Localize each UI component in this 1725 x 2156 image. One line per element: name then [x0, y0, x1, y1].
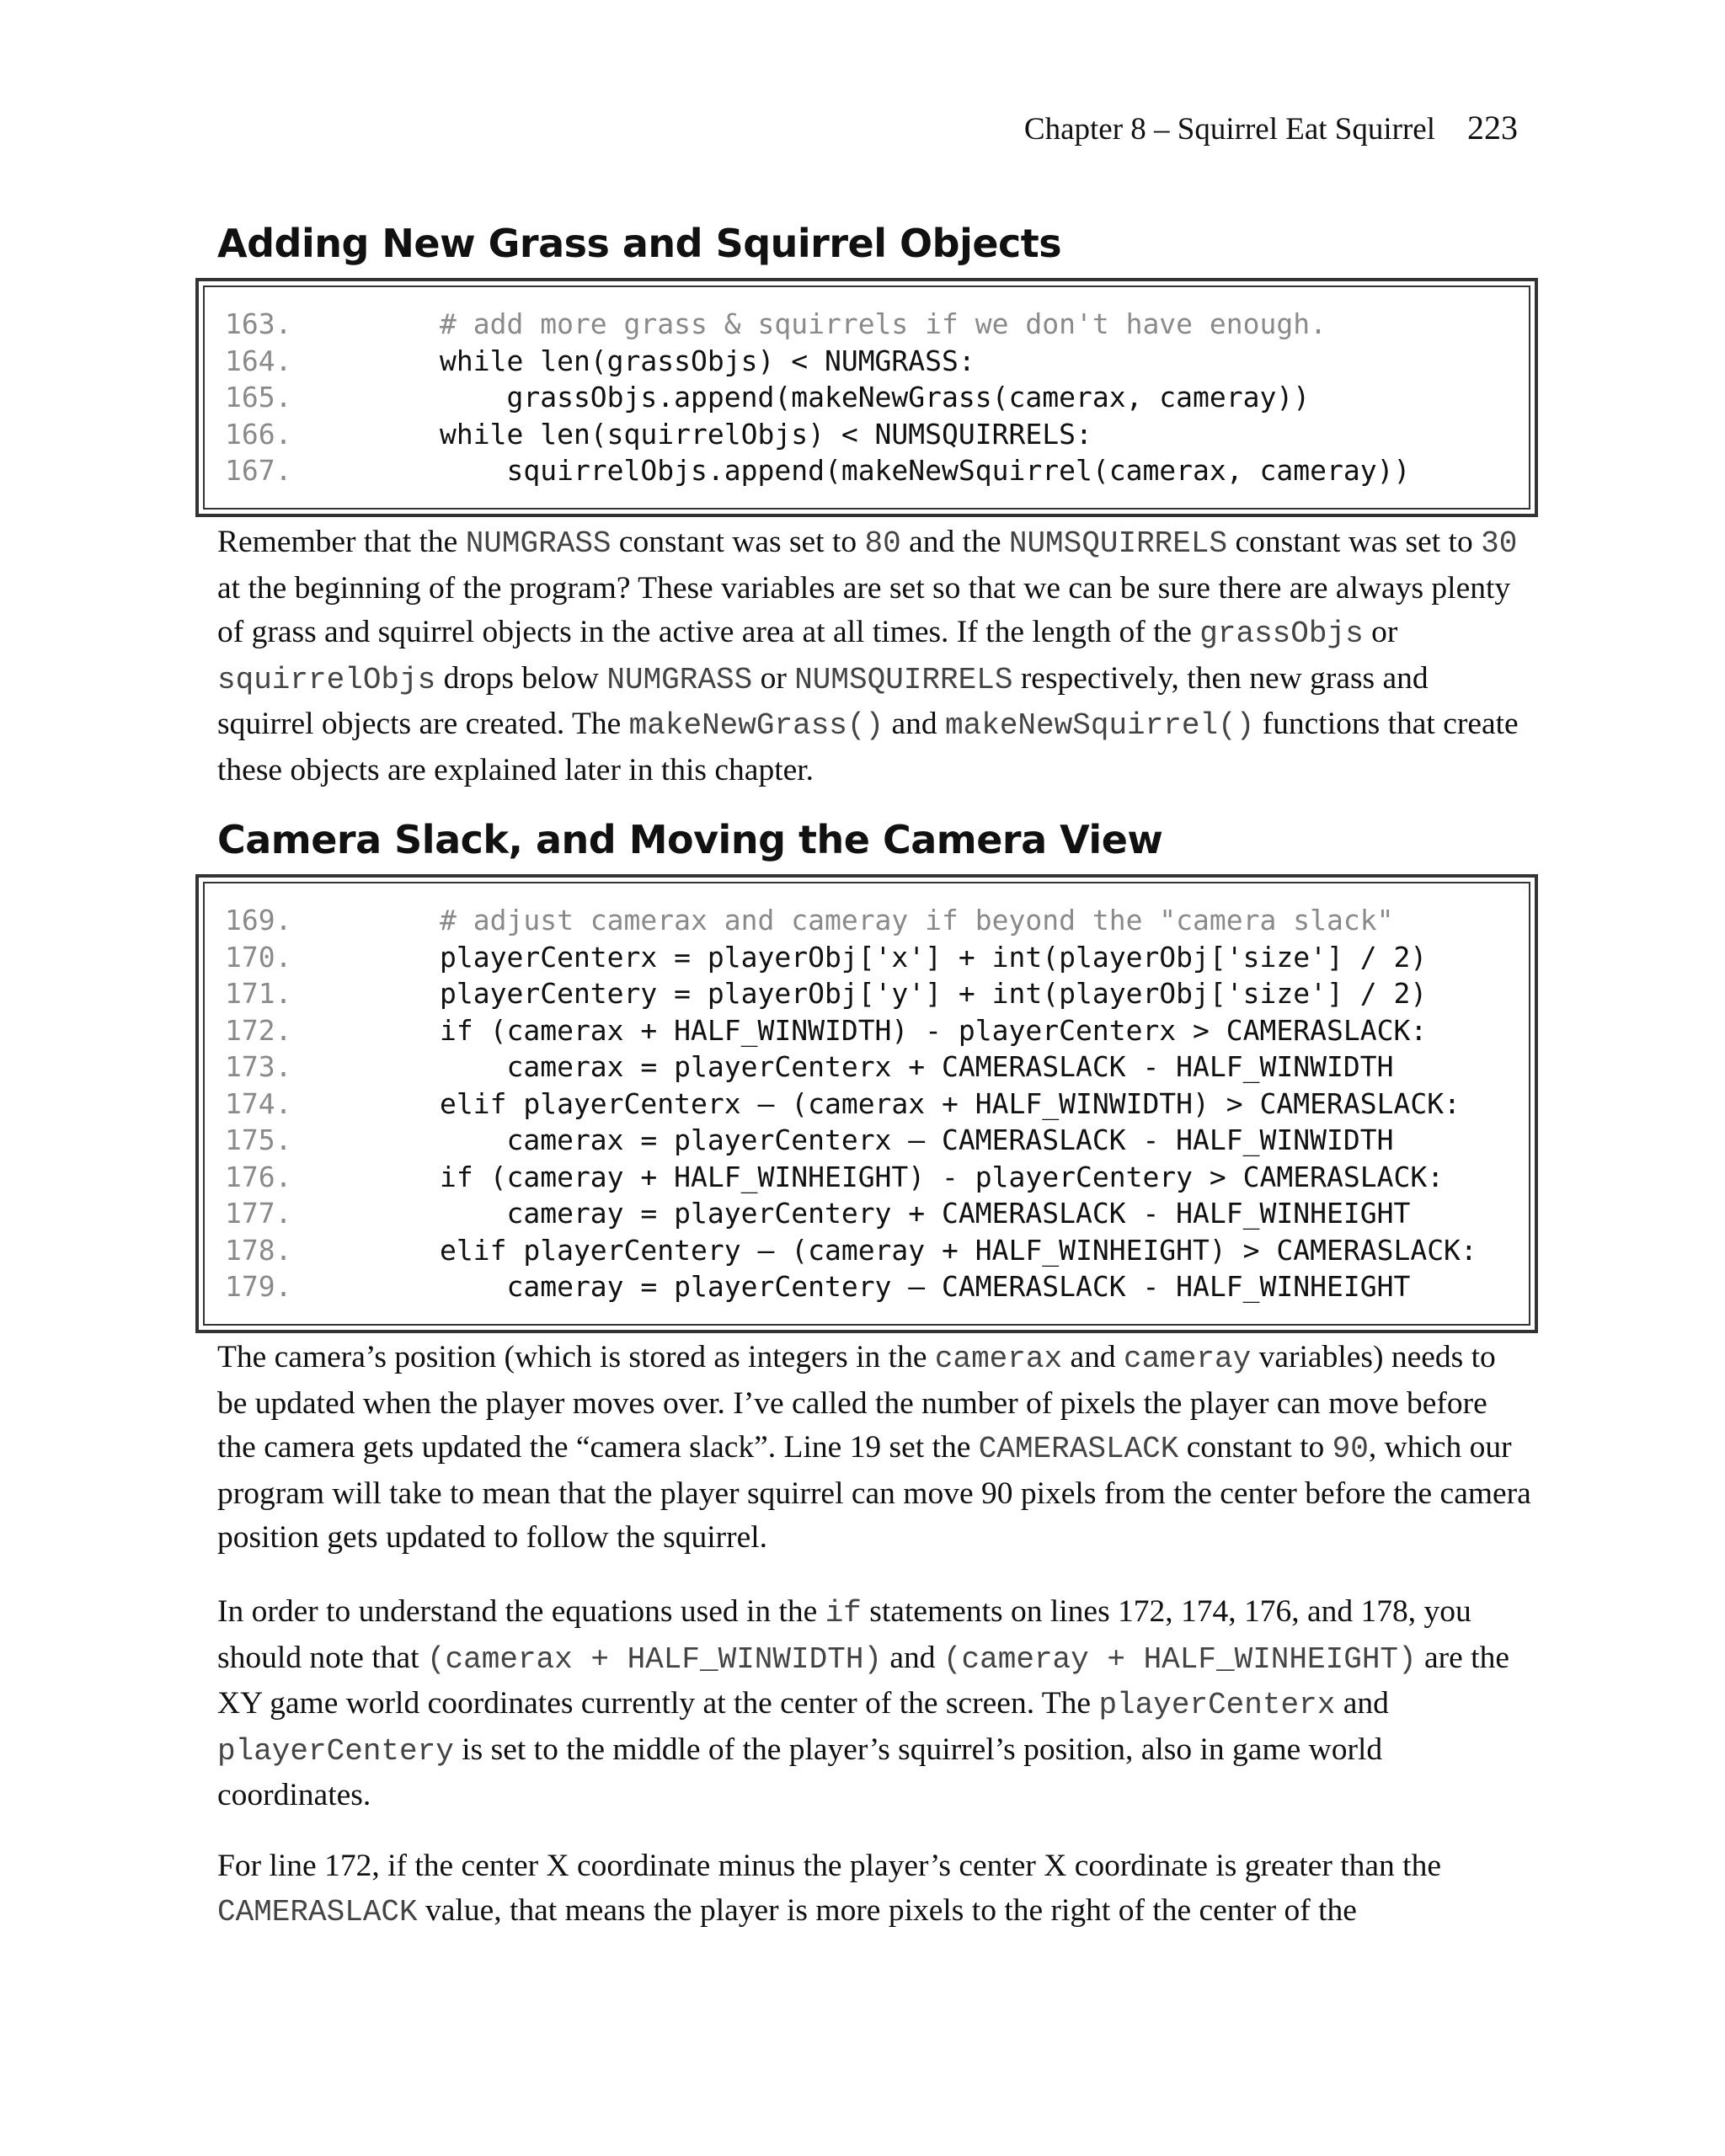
- line-number: 169.: [225, 904, 292, 937]
- inline-code: NUMSQUIRRELS: [794, 662, 1013, 697]
- line-number: 166.: [225, 417, 292, 451]
- code-text: elif playerCentery – (cameray + HALF_WINHEIGHT) > CAMERASLACK:: [440, 1233, 1477, 1267]
- code-line: [225, 379, 1529, 416]
- code-line: [225, 1086, 1529, 1123]
- line-number: 165.: [225, 381, 292, 414]
- inline-code: 90: [1332, 1432, 1369, 1466]
- line-number: 177.: [225, 1197, 292, 1230]
- code-text: squirrelObjs.append(makeNewSquirrel(camerax, cameray)): [440, 454, 1411, 487]
- inline-code: (camerax + HALF_WINWIDTH): [426, 1641, 883, 1677]
- section-heading-grass-squirrels: Adding New Grass and Squirrel Objects: [217, 221, 1062, 266]
- code-listing-body: [203, 882, 1530, 1326]
- line-number: 171.: [225, 977, 292, 1010]
- paragraph: Remember that the NUMGRASS constant was set to 80 and the NUMSQUIRRELS constant was set to 30 at the beginning of the program? These variables are set so that we can be sure there are always plenty of grass and squirrel objects in the active area at all times. If the length of the grassObjs or squirrelObjs drops below NUMGRASS or NUMSQUIRRELS respectively, then new grass and squirrel objects are created. The makeNewGrass() and makeNewSquirrel() functions that create these objects are explained later in this chapter.: [217, 525, 1519, 787]
- code-line: [225, 1122, 1529, 1159]
- running-header: [1024, 108, 1518, 147]
- page-number: 223: [1467, 109, 1518, 147]
- code-line: [225, 1195, 1529, 1232]
- paragraph: The camera’s position (which is stored as integers in the camerax and cameray variables) needs to be updated when the player moves over. I’ve called the number of pixels the player can move before the camera gets updated the “camera slack”. Line 19 set the CAMERASLACK constant to 90, which our program will take to mean that the player squirrel can move 90 pixels from the center before the camera position gets updated to follow the squirrel.: [217, 1340, 1531, 1555]
- line-number: 174.: [225, 1086, 292, 1120]
- inline-code: if: [825, 1596, 862, 1630]
- code-listing-body: [203, 286, 1530, 510]
- line-number: 163.: [225, 307, 292, 340]
- code-line: [225, 975, 1529, 1012]
- code-text: elif playerCenterx – (camerax + HALF_WINWIDTH) > CAMERASLACK:: [440, 1086, 1461, 1120]
- code-line: [225, 306, 1529, 343]
- inline-code: playerCenterx: [1098, 1688, 1336, 1722]
- code-line: [225, 1049, 1529, 1086]
- inline-code: NUMGRASS: [465, 526, 611, 561]
- paragraph: In order to understand the equations used in the if statements on lines 172, 174, 176, and 178, you should note that (camerax + HALF_WINWIDTH) and (cameray + HALF_WINHEIGHT) are the XY game world coordinates currently at the center of the screen. The playerCenterx and playerCentery is set to the middle of the player’s squirrel’s position, also in game world coordinates.: [217, 1594, 1509, 1812]
- code-line: [225, 452, 1529, 489]
- code-line: [225, 416, 1529, 453]
- line-number: 176.: [225, 1160, 292, 1193]
- code-text: while len(grassObjs) < NUMGRASS:: [440, 344, 975, 377]
- paragraph: For line 172, if the center X coordinate minus the player’s center X coordinate is greater than the CAMERASLACK value, that means the player is more pixels to the right of the center of the: [217, 1849, 1441, 1929]
- code-text: while len(squirrelObjs) < NUMSQUIRRELS:: [440, 417, 1092, 451]
- section-heading-camera-slack: Camera Slack, and Moving the Camera View: [217, 817, 1163, 862]
- code-line: [225, 1232, 1529, 1269]
- inline-code: playerCentery: [217, 1733, 454, 1769]
- code-text: if (cameray + HALF_WINHEIGHT) - playerCentery > CAMERASLACK:: [440, 1160, 1445, 1193]
- line-number: 164.: [225, 344, 292, 377]
- line-number: 172.: [225, 1013, 292, 1047]
- inline-code: 80: [864, 526, 901, 561]
- code-text: camerax = playerCenterx + CAMERASLACK - HALF_WINWIDTH: [440, 1050, 1394, 1083]
- code-line: [225, 1268, 1529, 1305]
- code-text: cameray = playerCentery + CAMERASLACK - HALF_WINHEIGHT: [440, 1197, 1411, 1230]
- inline-code: grassObjs: [1199, 616, 1364, 651]
- inline-code: NUMGRASS: [606, 662, 753, 697]
- line-number: 167.: [225, 454, 292, 487]
- code-comment: # add more grass & squirrels if we don't have enough.: [440, 307, 1327, 340]
- chapter-title: Chapter 8 – Squirrel Eat Squirrel: [1023, 112, 1435, 147]
- inline-code: makeNewSquirrel(): [945, 708, 1255, 743]
- line-number: 175.: [225, 1123, 292, 1156]
- inline-code: cameray: [1124, 1342, 1252, 1376]
- inline-code: CAMERASLACK: [978, 1432, 1179, 1466]
- line-number: 179.: [225, 1270, 292, 1303]
- code-text: cameray = playerCentery – CAMERASLACK - HALF_WINHEIGHT: [440, 1270, 1411, 1303]
- code-line: [225, 343, 1529, 380]
- line-number: 173.: [225, 1050, 292, 1083]
- inline-code: CAMERASLACK: [217, 1894, 418, 1929]
- code-comment: # adjust camerax and cameray if beyond the "camera slack": [440, 904, 1394, 937]
- code-line: [225, 1159, 1529, 1196]
- code-line: [225, 902, 1529, 939]
- code-text: playerCenterx = playerObj['x'] + int(playerObj['size'] / 2): [440, 940, 1428, 974]
- code-listing-1: [195, 278, 1538, 517]
- inline-code: NUMSQUIRRELS: [1008, 526, 1228, 561]
- code-text: playerCentery = playerObj['y'] + int(playerObj['size'] / 2): [440, 977, 1428, 1010]
- inline-code: (cameray + HALF_WINHEIGHT): [943, 1641, 1417, 1677]
- line-number: 178.: [225, 1233, 292, 1267]
- code-line: [225, 939, 1529, 976]
- code-text: grassObjs.append(makeNewGrass(camerax, cameray)): [440, 381, 1311, 414]
- code-text: if (camerax + HALF_WINWIDTH) - playerCenterx > CAMERASLACK:: [440, 1013, 1428, 1047]
- code-listing-2: [195, 874, 1538, 1333]
- inline-code: 30: [1481, 526, 1518, 561]
- code-line: [225, 1012, 1529, 1049]
- line-number: 170.: [225, 940, 292, 974]
- inline-code: makeNewGrass(): [628, 708, 884, 743]
- inline-code: camerax: [934, 1342, 1063, 1376]
- inline-code: squirrelObjs: [217, 662, 436, 697]
- code-text: camerax = playerCenterx – CAMERASLACK - HALF_WINWIDTH: [440, 1123, 1394, 1156]
